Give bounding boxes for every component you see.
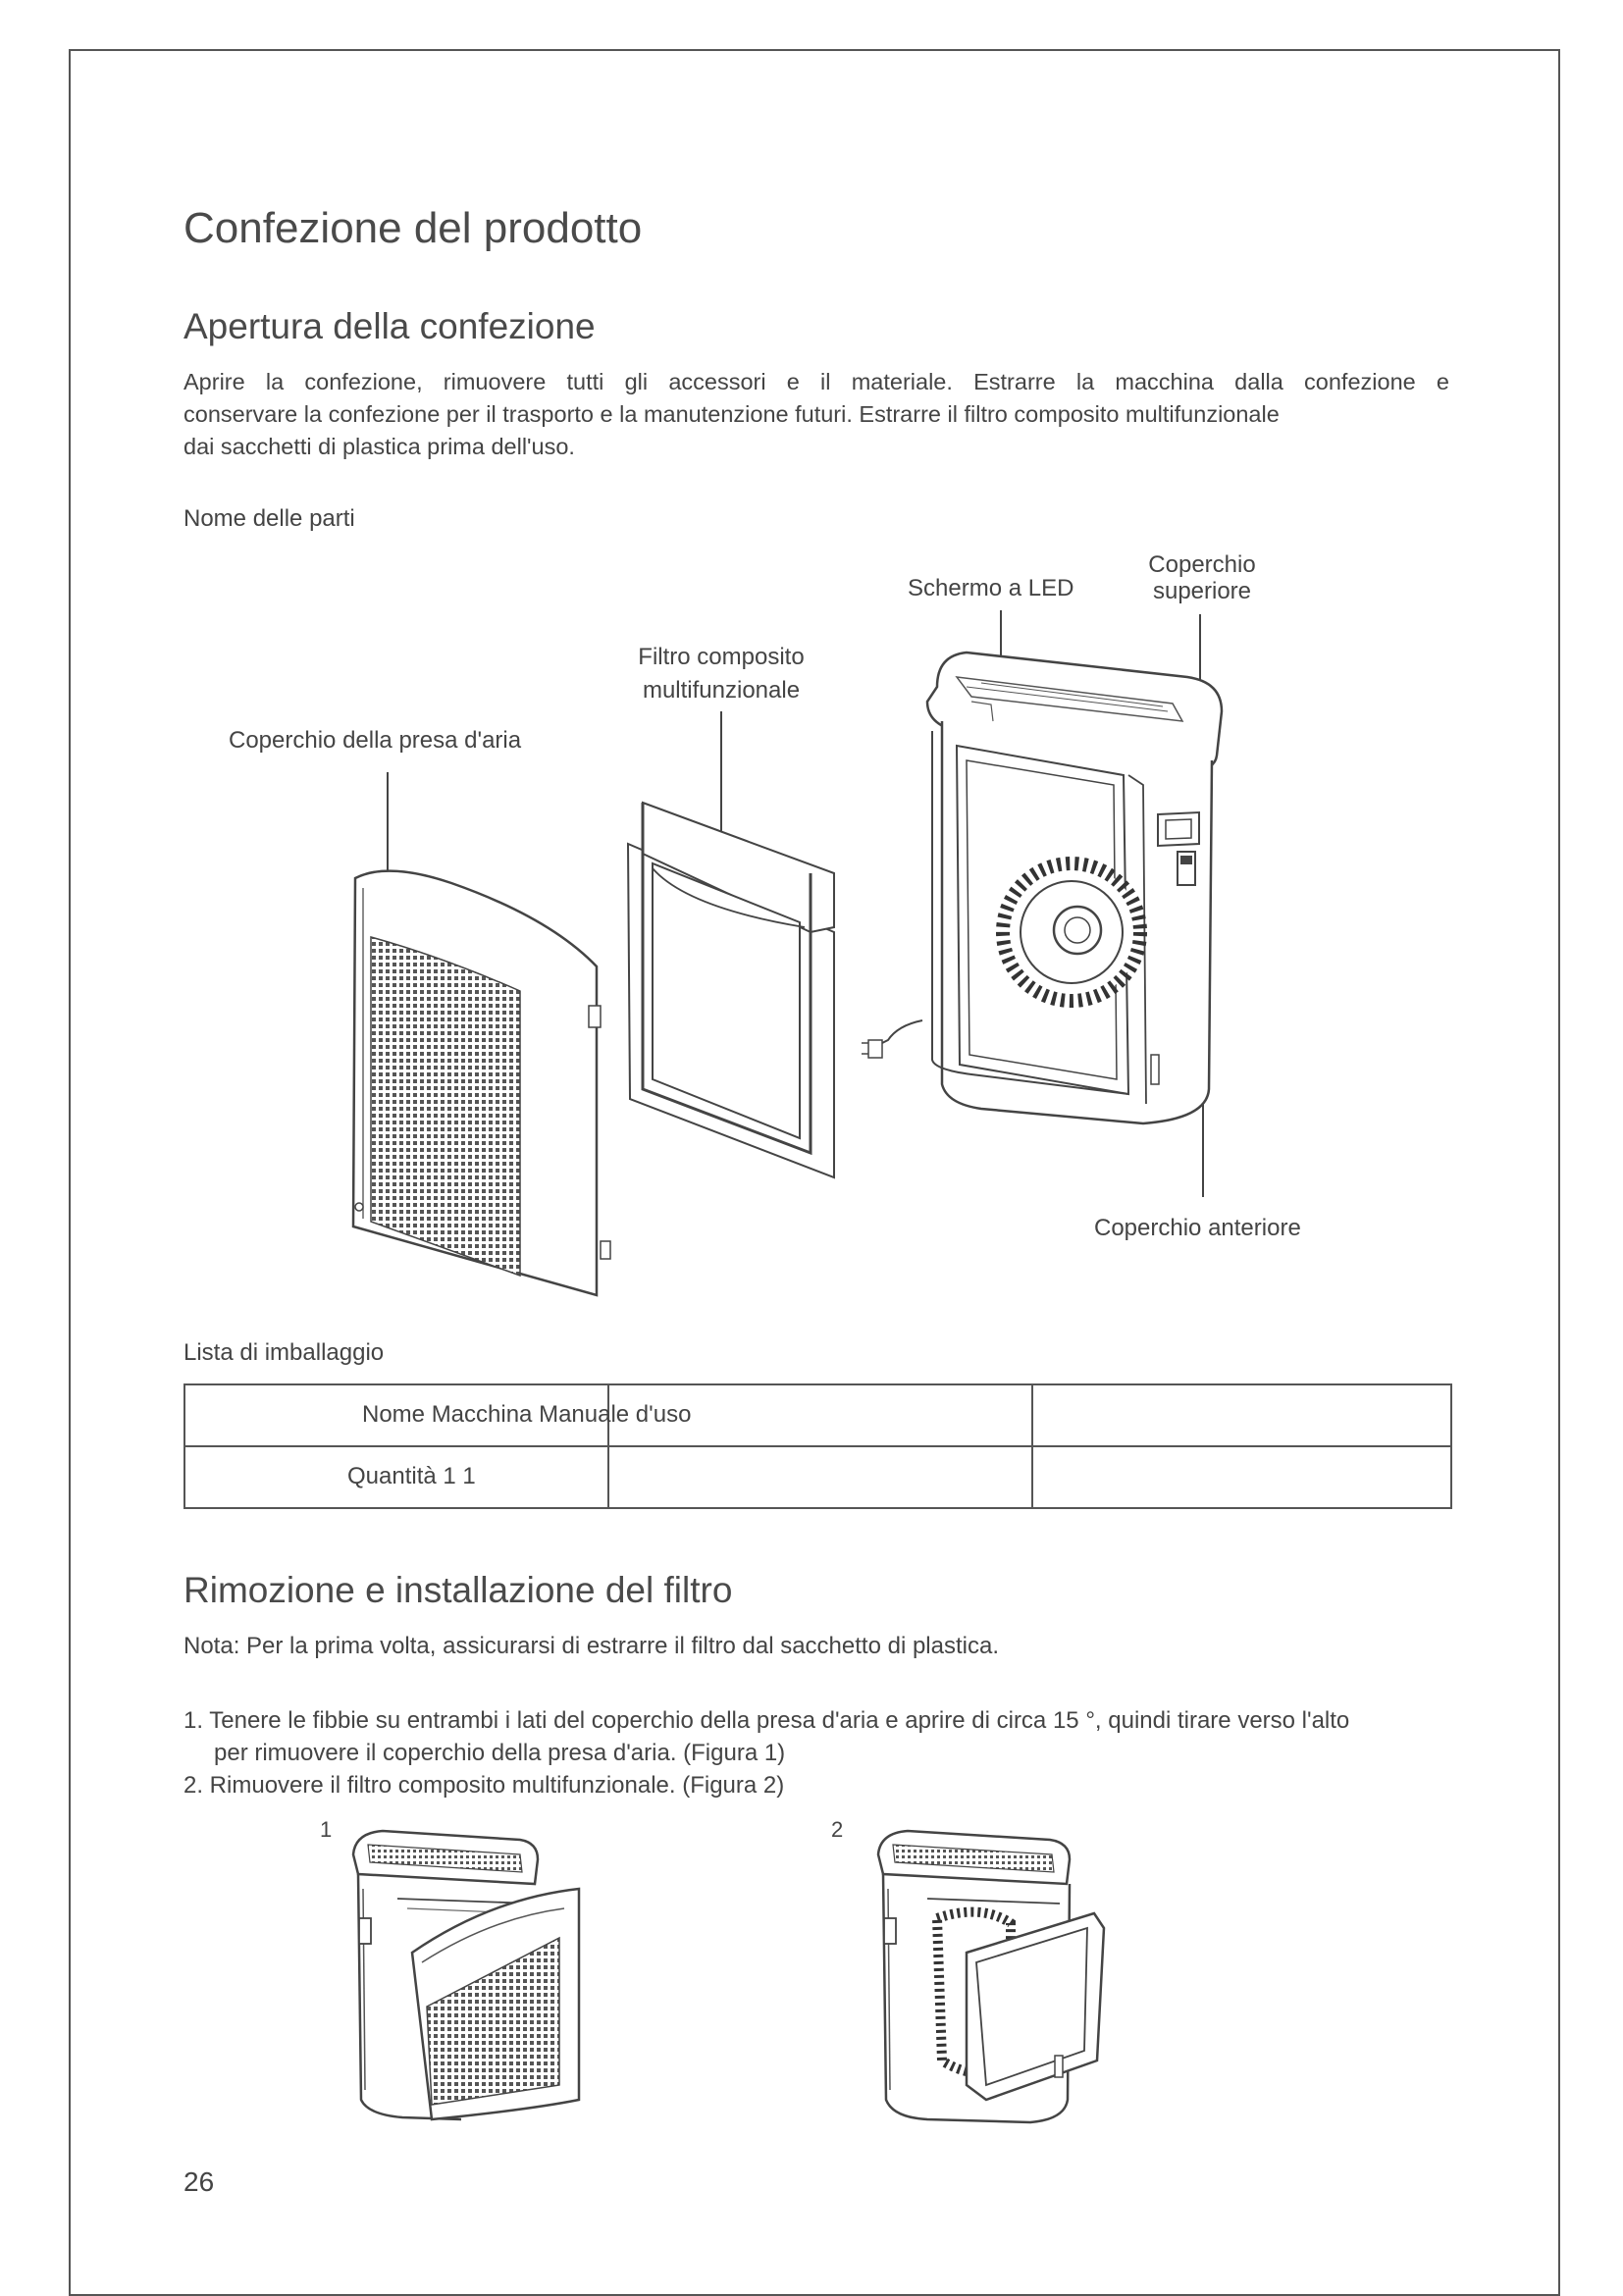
figure-2-drawing — [878, 1831, 1104, 2122]
label-intake-cover: Coperchio della presa d'aria — [229, 727, 522, 754]
label-filter-line2: multifunzionale — [642, 677, 801, 704]
label-front-cover: Coperchio anteriore — [1094, 1215, 1301, 1241]
page-number: 26 — [183, 2166, 215, 2197]
label-top-cover-line1: Coperchio — [1148, 551, 1256, 578]
packing-row1-text: Nome Macchina Manuale d'uso — [362, 1401, 692, 1428]
step-1-line-1: 1. Tenere le fibbie su entrambi i lati del coperchio della presa d'aria e aprire di circa 15 °, quindi tirare verso l'alto — [183, 1707, 1350, 1734]
figure-2-label: 2 — [831, 1817, 844, 1842]
page-title: Confezione del prodotto — [183, 204, 643, 252]
step-2: 2. Rimuovere il filtro composito multifunzionale. (Figura 2) — [183, 1772, 785, 1799]
step-1-line-2: per rimuovere il coperchio della presa d'aria. (Figura 1) — [214, 1740, 786, 1766]
label-led-screen: Schermo a LED — [908, 575, 1074, 601]
label-filter-line1: Filtro composito — [638, 644, 805, 670]
parts-caption: Nome delle parti — [183, 505, 355, 532]
packing-row2-text: Quantità 1 1 — [347, 1463, 476, 1489]
opening-line-2: conservare la confezione per il trasporto e la manutenzione futuri. Estrarre il filtro composito multifunzionale — [183, 401, 1280, 427]
opening-line-3: dai sacchetti di plastica prima dell'uso. — [183, 434, 575, 459]
section-heading-opening: Apertura della confezione — [183, 306, 596, 346]
filter-note: Nota: Per la prima volta, assicurarsi di estrarre il filtro dal sacchetto di plastica. — [183, 1633, 999, 1659]
figure-1-drawing — [353, 1831, 579, 2119]
packing-caption: Lista di imballaggio — [183, 1339, 385, 1366]
section-heading-filter: Rimozione e installazione del filtro — [183, 1570, 733, 1610]
label-top-cover-line2: superiore — [1152, 578, 1252, 604]
opening-line-1: Aprire la confezione, rimuovere tutti gli accessori e il materiale. Estrarre la macchina dalla confezione e — [183, 369, 1449, 394]
figure-1-label: 1 — [320, 1817, 333, 1842]
